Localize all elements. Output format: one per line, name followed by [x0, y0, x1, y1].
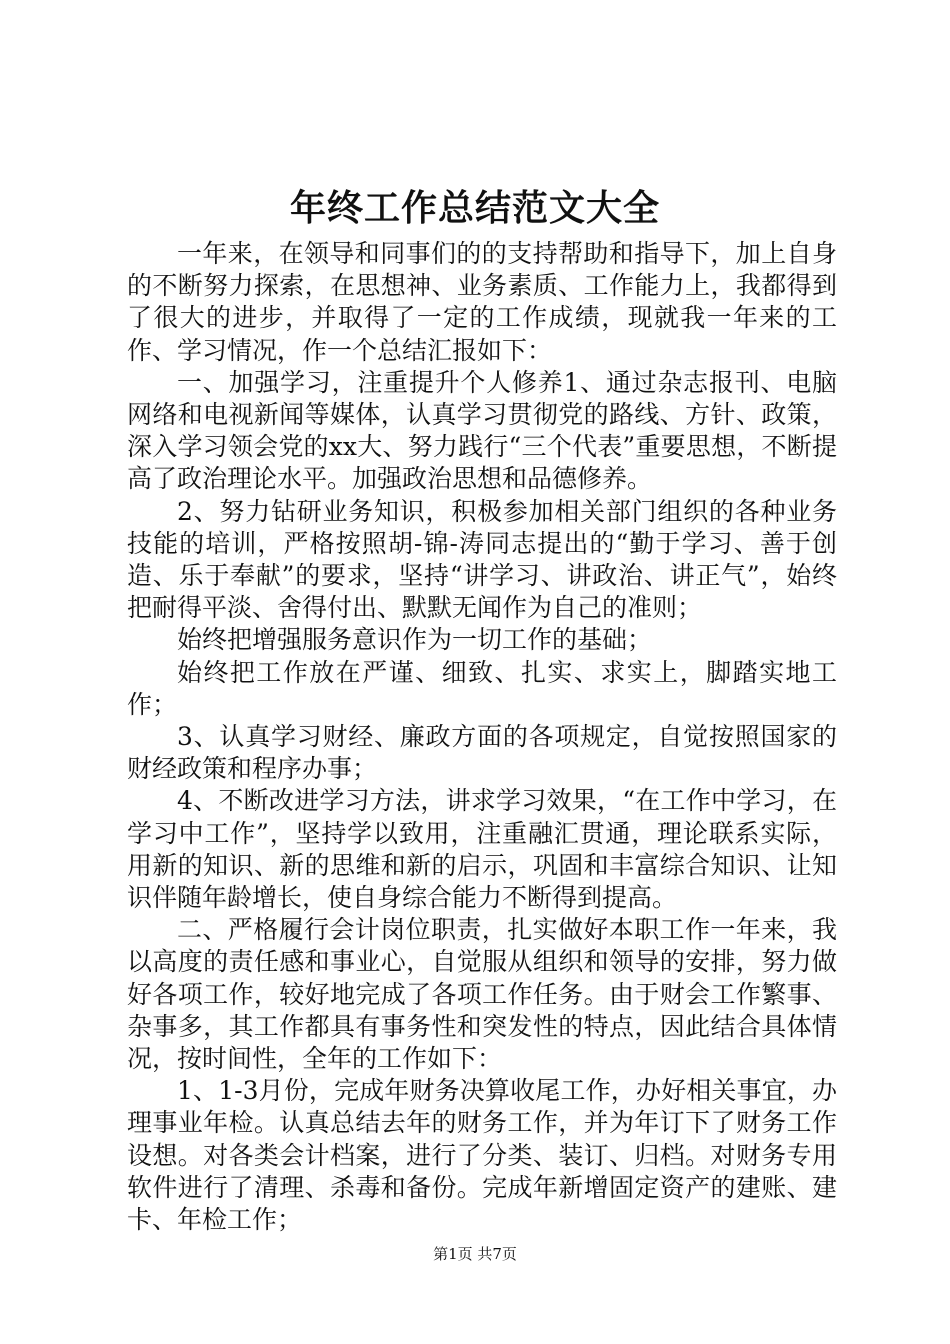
paragraph: 始终把工作放在严谨、细致、扎实、求实上，脚踏实地工作；: [127, 657, 837, 719]
paragraph: 3、认真学习财经、廉政方面的各项规定，自觉按照国家的财经政策和程序办事；: [127, 722, 837, 784]
paragraph: 一年来，在领导和同事们的的支持帮助和指导下，加上自身的不断努力探索，在思想神、业务素质、工作能力上，我都得到了很大的进步，并取得了一定的工作成绩，现就我一年来的工作、学习情况，作一个总结汇报如下：: [127, 239, 837, 365]
paragraph: 二、严格履行会计岗位职责，扎实做好本职工作一年来，我以高度的责任感和事业心，自觉服从组织和领导的安排，努力做好各项工作，较好地完成了各项工作任务。由于财会工作繁事、杂事多，其工作都具有事务性和突发性的特点，因此结合具体情况，按时间性，全年的工作如下：: [127, 915, 837, 1074]
paragraph: 1、1-3月份，完成年财务决算收尾工作，办好相关事宜，办理事业年检。认真总结去年的财务工作，并为年订下了财务工作设想。对各类会计档案，进行了分类、装订、归档。对财务专用软件进行了清理、杀毒和备份。完成年新增固定资产的建账、建卡、年检工作；: [127, 1076, 837, 1235]
paragraph: 始终把增强服务意识作为一切工作的基础；: [177, 625, 653, 655]
document-title: 年终工作总结范文大全: [289, 188, 660, 229]
document-body: [127, 238, 837, 1236]
paragraph: 一、加强学习，注重提升个人修养1、通过杂志报刊、电脑网络和电视新闻等媒体，认真学习贯彻党的路线、方针、政策，深入学习领会党的xx大、努力践行“三个代表”重要思想，不断提高了政治理论水平。加强政治思想和品德修养。: [127, 367, 837, 494]
paragraph: 2、努力钻研业务知识，积极参加相关部门组织的各种业务技能的培训，严格按照胡-锦-涛同志提出的“勤于学习、善于创造、乐于奉献”的要求，坚持“讲学习、讲政治、讲正气”，始终把耐得平淡、舍得付出、默默无闻作为自己的准则；: [127, 496, 837, 623]
page-number-footer: 第1页 共7页: [433, 1245, 517, 1263]
paragraph: 4、不断改进学习方法，讲求学习效果，“在工作中学习，在学习中工作”，坚持学以致用，注重融汇贯通，理论联系实际，用新的知识、新的思维和新的启示，巩固和丰富综合知识、让知识伴随年龄增长，使自身综合能力不断得到提高。: [127, 786, 837, 913]
